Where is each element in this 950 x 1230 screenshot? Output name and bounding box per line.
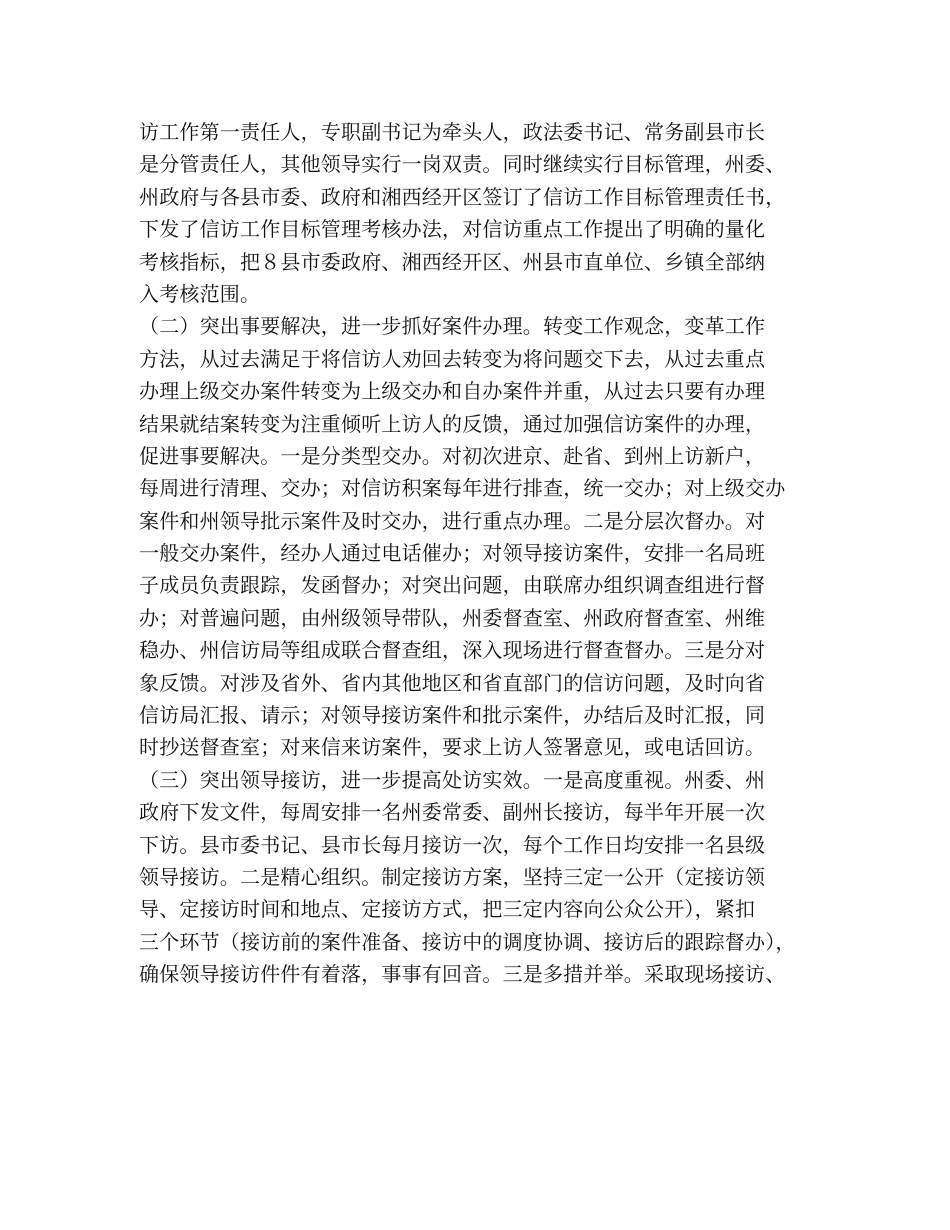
text-line: 子成员负责跟踪，发函督办；对突出问题，由联席办组织调查组进行督 — [139, 573, 766, 598]
text-line: 方法，从过去满足于将信访人劝回去转变为将问题交下去，从过去重点 — [139, 346, 766, 371]
text-line: 是分管责任人，其他领导实行一岗双责。同时继续实行目标管理，州委、 — [139, 152, 786, 177]
text-line: （二）突出事要解决，进一步抓好案件办理。转变工作观念，变革工作 — [139, 314, 766, 339]
text-line: 导、定接访时间和地点、定接访方式，把三定内容向公众公开），紧扣 — [139, 897, 756, 922]
text-line: 下发了信访工作目标管理考核办法，对信访重点工作提出了明确的量化 — [139, 217, 766, 242]
text-line: 三个环节（接访前的案件准备、接访中的调度协调、接访后的跟踪督办）， — [139, 929, 796, 954]
text-line: 时抄送督查室；对来信来访案件，要求上访人签署意见，或电话回访。 — [139, 735, 766, 760]
text-line: 结果就结案转变为注重倾听上访人的反馈，通过加强信访案件的办理， — [139, 411, 766, 436]
text-line: 每周进行清理、交办；对信访积案每年进行排查，统一交办；对上级交办 — [139, 476, 786, 501]
text-line: 象反馈。对涉及省外、省内其他地区和省直部门的信访问题，及时向省 — [139, 670, 766, 695]
text-line: 领导接访。二是精心组织。制定接访方案，坚持三定一公开（定接访领 — [139, 864, 766, 889]
text-line: 州政府与各县市委、政府和湘西经开区签订了信访工作目标管理责任书， — [139, 184, 786, 209]
text-line: 信访局汇报、请示；对领导接访案件和批示案件，办结后及时汇报，同 — [139, 703, 766, 728]
body-text — [139, 116, 839, 991]
text-line: 办理上级交办案件转变为上级交办和自办案件并重，从过去只要有办理 — [139, 379, 766, 404]
text-line: 下访。县市委书记、县市长每月接访一次，每个工作日均安排一名县级 — [139, 832, 766, 857]
text-line: 访工作第一责任人，专职副书记为牵头人，政法委书记、常务副县市长 — [139, 120, 766, 144]
text-line: 确保领导接访件件有着落，事事有回音。三是多措并举。采取现场接访、 — [139, 962, 786, 987]
text-line: 案件和州领导批示案件及时交办，进行重点办理。二是分层次督办。对 — [139, 508, 766, 533]
text-line: 促进事要解决。一是分类型交办。对初次进京、赴省、到州上访新户， — [139, 443, 766, 468]
text-line: 入考核范围。 — [139, 281, 261, 306]
text-line: 办；对普遍问题，由州级领导带队，州委督查室、州政府督查室、州维 — [139, 605, 766, 630]
text-line: 政府下发文件，每周安排一名州委常委、副州长接访，每半年开展一次 — [139, 800, 766, 825]
text-line: 考核指标，把８县市委政府、湘西经开区、州县市直单位、乡镇全部纳 — [139, 249, 766, 274]
text-line: （三）突出领导接访，进一步提高处访实效。一是高度重视。州委、州 — [139, 767, 766, 792]
text-line: 一般交办案件，经办人通过电话催办；对领导接访案件，安排一名局班 — [139, 541, 766, 566]
text-line: 稳办、州信访局等组成联合督查组，深入现场进行督查督办。三是分对 — [139, 638, 766, 663]
